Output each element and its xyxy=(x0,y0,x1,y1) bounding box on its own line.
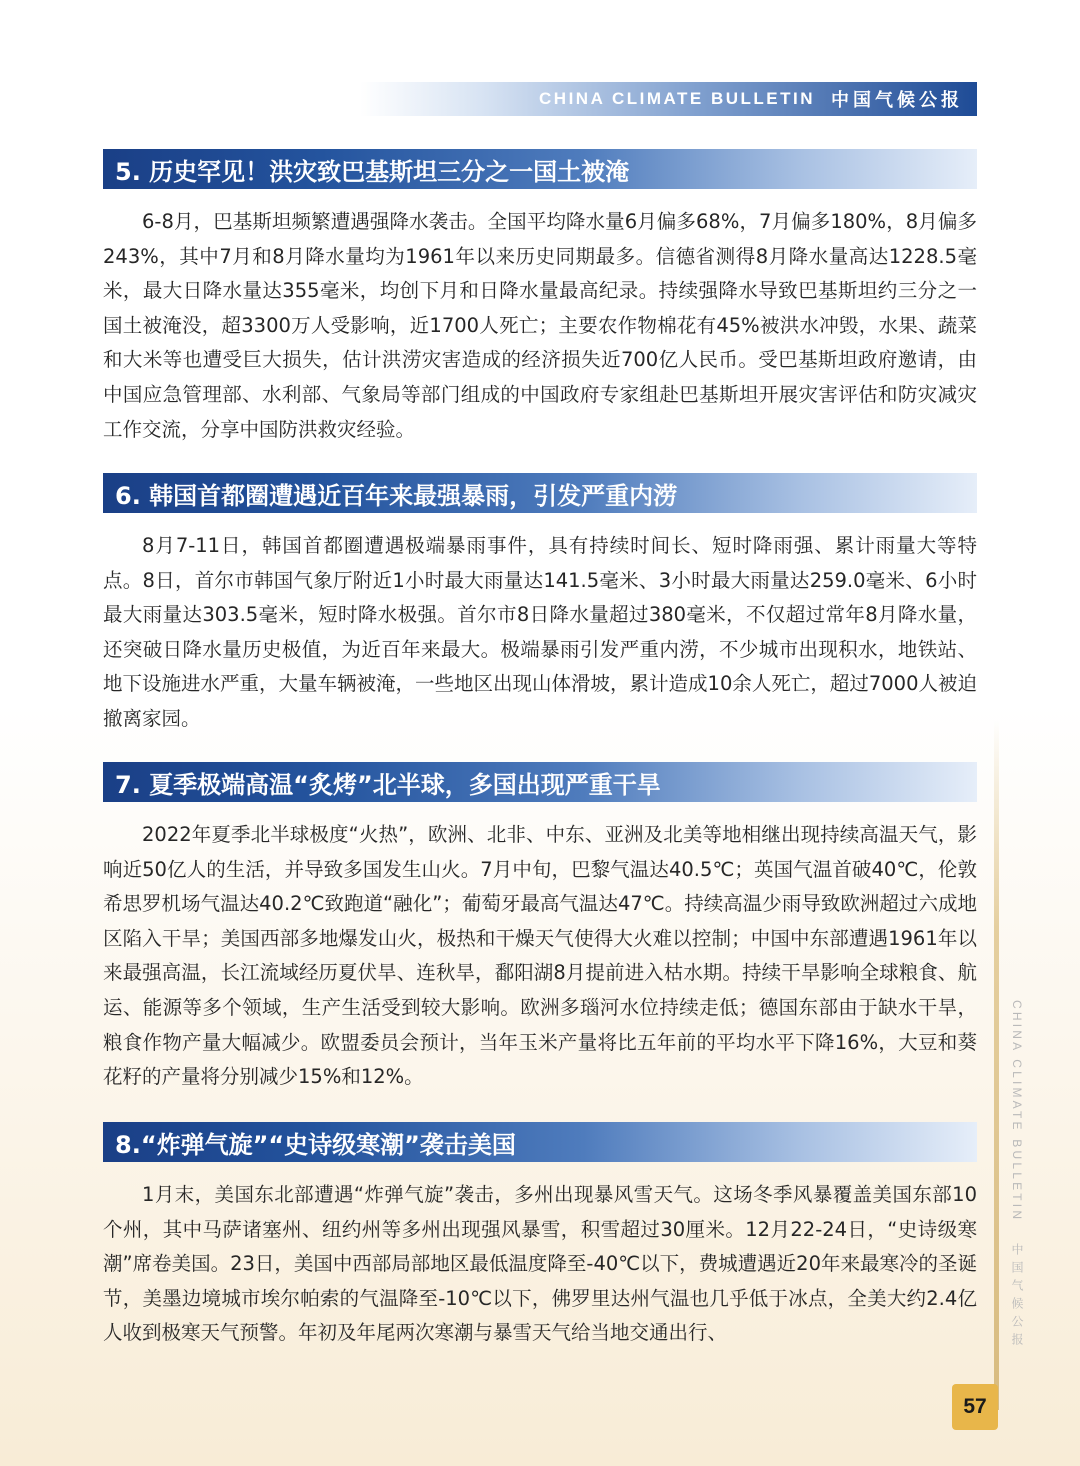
section-6-title: 6. 韩国首都圈遭遇近百年来最强暴雨，引发严重内涝 xyxy=(115,481,678,510)
section-8-title: 8.“炸弹气旋”“史诗级寒潮”袭击美国 xyxy=(115,1130,516,1159)
sidebar-label-cn: 中国气候公报 xyxy=(1010,1242,1024,1351)
vertical-sidebar-label xyxy=(1008,1000,1026,1390)
margin-rule xyxy=(994,720,999,1410)
section-7 xyxy=(103,762,977,1095)
header-title-en: CHINA CLIMATE BULLETIN xyxy=(539,89,815,108)
section-6 xyxy=(103,473,977,737)
section-8-body: 1月末，美国东北部遭遇“炸弹气旋”袭击，多州出现暴风雪天气。这场冬季风暴覆盖美国东部10个州，其中马萨诸塞州、纽约州等多州出现强风暴雪，积雪超过30厘米。12月22-24日，“史诗级寒潮”席卷美国。23日，美国中西部局部地区最低温度降至-40℃以下，费城遭遇近20年来最寒冷的圣诞节，美墨边境城市埃尔帕索的气温降至-10℃以下，佛罗里达州气温也几乎低于冰点，全美大约2.4亿人收到极寒天气预警。年初及年尾两次寒潮与暴雪天气给当地交通出行、 xyxy=(103,1183,977,1345)
header-title-cn: 中国气候公报 xyxy=(831,90,963,110)
section-7-title-bar xyxy=(103,762,977,802)
section-5-body: 6-8月，巴基斯坦频繁遭遇强降水袭击。全国平均降水量6月偏多68%，7月偏多180%，8月偏多243%，其中7月和8月降水量均为1961年以来历史同期最多。信德省测得8月降水量高达1228.5毫米，最大日降水量达355毫米，均创下月和日降水量最高纪录。持续强降水导致巴基斯坦约三分之一国土被淹没，超3300万人受影响，近1700人死亡；主要农作物棉花有45%被洪水冲毁，水果、蔬菜和大米等也遭受巨大损失，估计洪涝灾害造成的经济损失近700亿人民币。受巴基斯坦政府邀请，由中国应急管理部、水利部、气象局等部门组成的中国政府专家组赴巴基斯坦开展灾害评估和防灾减灾工作交流，分享中国防洪救灾经验。 xyxy=(103,210,977,441)
section-5-title-bar xyxy=(103,149,977,189)
section-5-title: 5. 历史罕见！洪灾致巴基斯坦三分之一国土被淹 xyxy=(115,157,630,186)
section-7-body: 2022年夏季北半球极度“火热”，欧洲、北非、中东、亚洲及北美等地相继出现持续高温天气，影响近50亿人的生活，并导致多国发生山火。7月中旬，巴黎气温达40.5℃；英国气温首破40℃，伦敦希思罗机场气温达40.2℃致跑道“融化”；葡萄牙最高气温达47℃。持续高温少雨导致欧洲超过六成地区陷入干旱；美国西部多地爆发山火，极热和干燥天气使得大火难以控制；中国中东部遭遇1961年以来最强高温，长江流域经历夏伏旱、连秋旱，鄱阳湖8月提前进入枯水期。持续干旱影响全球粮食、航运、能源等多个领域，生产生活受到较大影响。欧洲多瑙河水位持续走低；德国东部由于缺水干旱，粮食作物产量大幅减少。欧盟委员会预计，当年玉米产量将比五年前的平均水平下降16%，大豆和葵花籽的产量将分别减少15%和12%。 xyxy=(103,823,977,1089)
page-number: 57 xyxy=(952,1384,998,1430)
section-6-title-bar xyxy=(103,473,977,513)
section-6-body: 8月7-11日，韩国首都圈遭遇极端暴雨事件，具有持续时间长、短时降雨强、累计雨量大等特点。8日，首尔市韩国气象厅附近1小时最大雨量达141.5毫米、3小时最大雨量达259.0毫米、6小时最大雨量达303.5毫米，短时降水极强。首尔市8日降水量超过380毫米，不仅超过常年8月降水量，还突破日降水量历史极值，为近百年来最大。极端暴雨引发严重内涝，不少城市出现积水，地铁站、地下设施进水严重，大量车辆被淹，一些地区出现山体滑坡，累计造成10余人死亡，超过7000人被迫撤离家园。 xyxy=(103,534,977,730)
section-8 xyxy=(103,1122,977,1351)
section-5 xyxy=(103,149,977,447)
section-8-title-bar xyxy=(103,1122,977,1162)
running-header xyxy=(360,82,977,116)
sidebar-label-en: CHINA CLIMATE BULLETIN xyxy=(1010,1000,1024,1223)
section-7-title: 7. 夏季极端高温“炙烤”北半球，多国出现严重干旱 xyxy=(115,770,661,799)
